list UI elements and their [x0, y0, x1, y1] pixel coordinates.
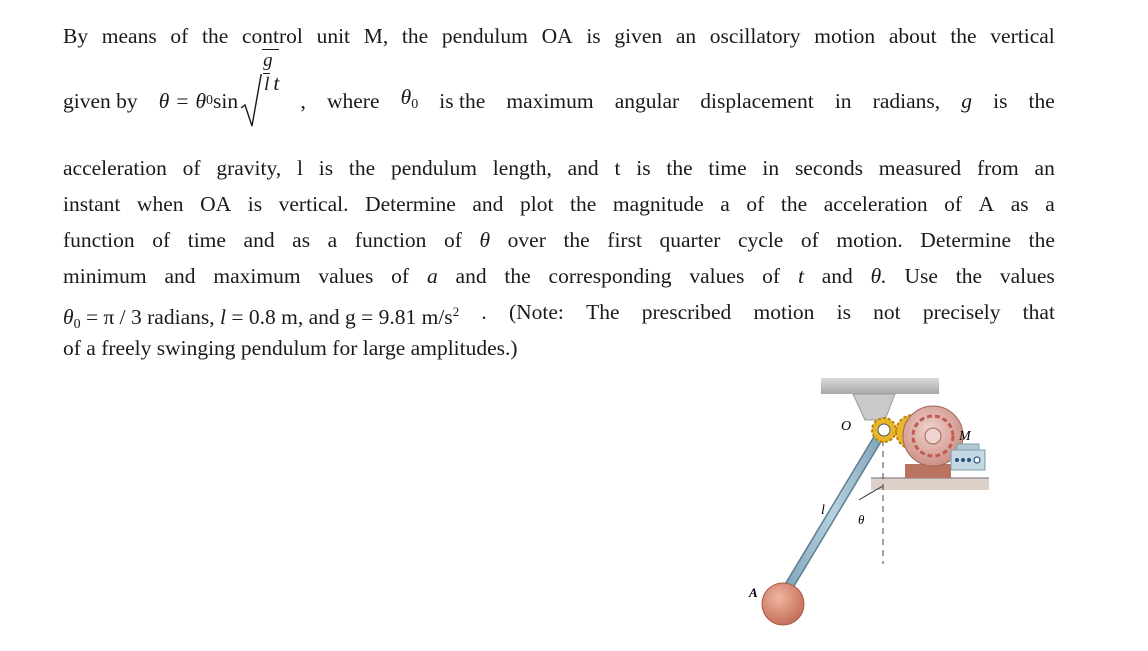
g-over-l-fraction: [263, 50, 273, 95]
word: in: [762, 156, 780, 180]
label-theta: θ: [858, 512, 865, 527]
word: and: [567, 156, 599, 180]
word: vertical: [990, 24, 1055, 48]
theta0-inline: $\theta_0$: [400, 85, 419, 112]
word: of: [152, 228, 171, 252]
word: values: [318, 264, 374, 288]
word: The: [586, 300, 620, 324]
motion-formula: [158, 50, 280, 128]
word: is: [247, 192, 263, 216]
word: is: [636, 156, 651, 180]
label-l: l: [821, 503, 825, 518]
word: cycle: [737, 228, 784, 252]
word: as: [1010, 192, 1029, 216]
word: given: [614, 24, 663, 48]
word: radians,: [872, 89, 941, 113]
word: means: [101, 24, 157, 48]
word: and: [243, 228, 275, 252]
word: of: [170, 24, 189, 48]
word: t: [614, 156, 621, 180]
word: OA: [200, 192, 232, 216]
word: time: [708, 156, 747, 180]
word: quarter: [659, 228, 721, 252]
radical-sign-icon: [240, 74, 262, 128]
word: values: [999, 264, 1055, 288]
word: and: [455, 264, 487, 288]
word: values: [689, 264, 745, 288]
word: when: [136, 192, 184, 216]
theta0-symbol: θ: [195, 89, 207, 113]
word: and: [472, 192, 504, 216]
word: the: [504, 264, 531, 288]
word: prescribed: [641, 300, 732, 324]
word: the: [563, 228, 590, 252]
ceiling-support: [821, 378, 939, 394]
word: the: [1028, 89, 1055, 113]
text-line-8: [63, 330, 1055, 366]
word: M,: [363, 24, 389, 48]
word: acceleration: [63, 156, 167, 180]
word: plot: [520, 192, 554, 216]
word: motion: [753, 300, 815, 324]
word: (Note:: [508, 300, 564, 324]
word: oscillatory: [709, 24, 801, 48]
word: function: [63, 228, 135, 252]
word: function: [354, 228, 427, 252]
word: is: [586, 24, 601, 48]
text-line-5: [63, 222, 1055, 258]
word: of: [746, 192, 765, 216]
word: the: [666, 156, 693, 180]
word: a: [1045, 192, 1055, 216]
word: of: [800, 228, 819, 252]
fraction-numerator: g: [263, 50, 273, 71]
theta-symbol: θ: [158, 89, 170, 113]
note-end: of a freely swinging pendulum for large amplitudes.): [63, 336, 518, 360]
word: as: [292, 228, 311, 252]
word: and: [821, 264, 853, 288]
theta-symbol: θ.: [870, 264, 887, 288]
word: the: [1028, 228, 1055, 252]
a-variable: a: [426, 264, 438, 288]
word: the: [570, 192, 597, 216]
word: over: [507, 228, 546, 252]
word: seconds: [794, 156, 864, 180]
text-line-7: [63, 294, 1055, 330]
formula-comma: ,: [300, 89, 306, 113]
motor-mount: [905, 464, 951, 478]
word: Determine: [920, 228, 1012, 252]
word: corresponding: [548, 264, 672, 288]
word: the: [202, 24, 229, 48]
theta-symbol: θ: [479, 228, 491, 252]
word: precisely: [922, 300, 1001, 324]
label-O: O: [841, 419, 852, 434]
word: the: [780, 192, 808, 216]
text-line-2: [63, 50, 1055, 130]
equals-sign: =: [176, 89, 189, 113]
word: displacement: [700, 89, 814, 113]
g-variable: g: [961, 89, 972, 113]
word: where: [326, 89, 380, 113]
pivot-bracket: [853, 394, 895, 420]
sin-function: sin: [213, 89, 239, 113]
word: A: [978, 192, 995, 216]
word: unit: [316, 24, 351, 48]
word: measured: [878, 156, 962, 180]
word: vertical.: [278, 192, 349, 216]
word: a: [327, 228, 338, 252]
word: l: [297, 156, 303, 180]
word: of: [762, 264, 781, 288]
problem-statement: [63, 18, 1055, 366]
sqrt-radical: [240, 50, 280, 128]
word: maximum: [506, 89, 594, 113]
word: a: [720, 192, 730, 216]
t-variable: t: [797, 264, 804, 288]
text-line-1: [63, 18, 1055, 54]
text-line-3: [63, 150, 1055, 186]
word: is: [318, 156, 334, 180]
word: the: [955, 264, 982, 288]
word: magnitude: [612, 192, 704, 216]
word: of: [182, 156, 201, 180]
pivot-gear-icon: [872, 418, 896, 442]
time-variable: t: [273, 71, 280, 95]
word: time: [187, 228, 226, 252]
word: acceleration: [823, 192, 928, 216]
given-by: given by: [63, 89, 138, 113]
word: Use: [904, 264, 938, 288]
word: is: [993, 89, 1008, 113]
pendulum-rod: [783, 430, 883, 596]
word: that: [1022, 300, 1055, 324]
word: an: [675, 24, 697, 48]
word: length,: [492, 156, 552, 180]
word: maximum: [213, 264, 301, 288]
word: control: [241, 24, 303, 48]
theta0-subscript: 0: [206, 93, 214, 108]
word: of: [391, 264, 410, 288]
word: not: [873, 300, 901, 324]
base-platform: [871, 478, 989, 490]
label-M: M: [959, 429, 971, 444]
word: first: [607, 228, 642, 252]
word: the: [950, 24, 977, 48]
word: is: [836, 300, 851, 324]
text-line-6: [63, 258, 1055, 294]
word: minimum: [63, 264, 147, 288]
word: angular: [614, 89, 680, 113]
word: motion: [814, 24, 876, 48]
word: of: [944, 192, 963, 216]
word: gravity,: [216, 156, 282, 180]
word: pendulum: [441, 24, 528, 48]
word: By: [63, 24, 89, 48]
word: from: [976, 156, 1019, 180]
word: the: [401, 24, 429, 48]
word: instant: [63, 192, 121, 216]
label-A: A: [749, 585, 758, 600]
word: motion.: [836, 228, 903, 252]
word: in: [834, 89, 852, 113]
word: an: [1034, 156, 1055, 180]
pendulum-bob: [762, 583, 804, 625]
word: pendulum: [390, 156, 477, 180]
word: OA: [541, 24, 573, 48]
pendulum-figure: [725, 374, 1025, 644]
word: about: [888, 24, 937, 48]
word: the: [348, 156, 376, 180]
fraction-denominator: l: [264, 74, 270, 95]
word: .: [481, 300, 487, 324]
word: Determine: [365, 192, 456, 216]
word: of: [444, 228, 462, 252]
word: and: [164, 264, 196, 288]
text-line-4: [63, 186, 1055, 222]
given-values: $\theta_0 = \pi / 3$ radians, l = 0.8 m, and g = 9.81 $m/s^2$: [63, 304, 460, 332]
word: is the: [439, 89, 486, 113]
